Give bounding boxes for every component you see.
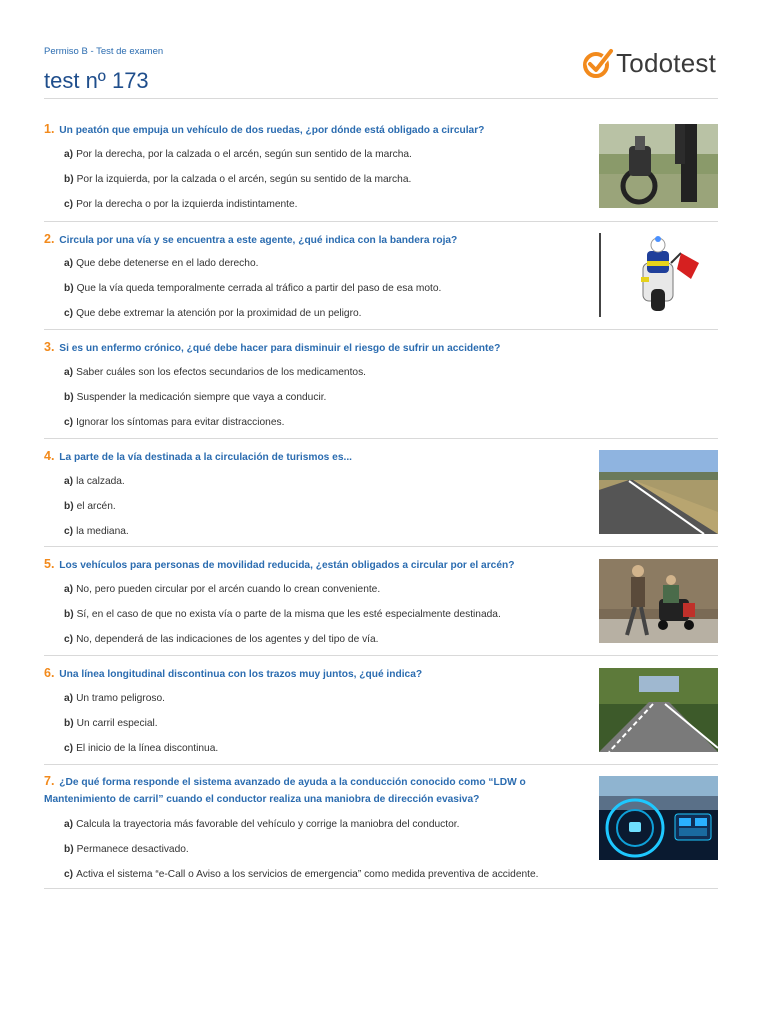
question-number: 3. — [44, 340, 55, 354]
checkmark-circle-icon — [582, 47, 614, 79]
answer-option-b[interactable]: b) el arcén. — [64, 501, 116, 512]
answer-option-a[interactable]: a) Que debe detenerse en el lado derecho. — [64, 258, 259, 269]
question-number: 6. — [44, 666, 55, 680]
answer-option-c[interactable]: c) Por la derecha o por la izquierda indistintamente. — [64, 199, 298, 210]
question-number: 7. — [44, 774, 55, 788]
question-text — [44, 556, 584, 574]
question-number: 1. — [44, 122, 55, 136]
traffic-agent-image — [599, 233, 718, 317]
answer-option-c[interactable]: c) Que debe extremar la atención por la proximidad de un peligro. — [64, 308, 362, 319]
answer-option-a[interactable]: a) Saber cuáles son los efectos secundarios de los medicamentos. — [64, 367, 366, 378]
answer-option-c[interactable]: c) El inicio de la línea discontinua. — [64, 743, 219, 754]
brand-name: Todotest — [616, 47, 716, 78]
answer-option-a[interactable]: a) Calcula la trayectoria más favorable del vehículo y corrige la maniobra del conductor. — [64, 819, 460, 830]
question-label: Un peatón que empuja un vehículo de dos ruedas, ¿por dónde está obligado a circular? — [59, 125, 485, 136]
question-text — [44, 448, 584, 466]
question-text — [44, 665, 584, 683]
answer-option-a[interactable]: a) No, pero pueden circular por el arcén cuando lo crean conveniente. — [64, 584, 381, 595]
question-7 — [44, 773, 718, 889]
brand-logo[interactable] — [582, 46, 716, 80]
question-2 — [44, 231, 718, 330]
answer-option-a[interactable]: a) la calzada. — [64, 476, 125, 487]
dashed-line-road-image — [599, 668, 718, 752]
question-label: ¿De qué forma responde el sistema avanzado de ayuda a la conducción conocido como “LDW o Mantenimiento de carril” cuando el conductor realiza una maniobra de dirección evasiva? — [44, 777, 526, 805]
answer-option-b[interactable]: b) Permanece desactivado. — [64, 844, 189, 855]
question-1 — [44, 121, 718, 222]
question-label: Si es un enfermo crónico, ¿qué debe hacer para disminuir el riesgo de sufrir un accidente? — [59, 343, 501, 354]
answer-option-b[interactable]: b) Suspender la medicación siempre que vaya a conducir. — [64, 392, 327, 403]
question-label: Los vehículos para personas de movilidad reducida, ¿están obligados a circular por el arcén? — [59, 560, 515, 571]
answer-option-c[interactable]: c) Ignorar los síntomas para evitar distracciones. — [64, 417, 285, 428]
answer-option-c[interactable]: c) No, dependerá de las indicaciones de los agentes y del tipo de vía. — [64, 634, 379, 645]
answer-option-b[interactable]: b) Sí, en el caso de que no exista vía o parte de la misma que les esté especialmente destinada. — [64, 609, 501, 620]
question-number: 4. — [44, 449, 55, 463]
question-text — [44, 231, 584, 249]
question-label: Una línea longitudinal discontinua con los trazos muy juntos, ¿qué indica? — [59, 669, 423, 680]
answer-option-b[interactable]: b) Por la izquierda, por la calzada o el arcén, según su sentido de la marcha. — [64, 174, 412, 185]
answer-option-a[interactable]: a) Un tramo peligroso. — [64, 693, 165, 704]
road-image — [599, 450, 718, 534]
page-title: test nº 173 — [44, 68, 149, 93]
pedestrian-motorcycle-image — [599, 124, 718, 208]
question-5 — [44, 556, 718, 656]
question-label: La parte de la vía destinada a la circulación de turismos es... — [59, 452, 353, 463]
test-category: Permiso B - Test de examen — [44, 46, 164, 57]
car-dashboard-image — [599, 776, 718, 860]
question-text — [44, 339, 584, 357]
question-4 — [44, 448, 718, 547]
question-text — [44, 773, 584, 808]
answer-option-c[interactable]: c) la mediana. — [64, 526, 129, 537]
answer-option-b[interactable]: b) Que la vía queda temporalmente cerrada al tráfico a partir del paso de esa moto. — [64, 283, 442, 294]
page-header — [44, 40, 718, 99]
question-3 — [44, 339, 718, 439]
mobility-scooter-image — [599, 559, 718, 643]
question-label: Circula por una vía y se encuentra a este agente, ¿qué indica con la bandera roja? — [59, 235, 458, 246]
question-text — [44, 121, 584, 139]
question-number: 2. — [44, 232, 55, 246]
question-6 — [44, 665, 718, 765]
answer-option-a[interactable]: a) Por la derecha, por la calzada o el arcén, según sun sentido de la marcha. — [64, 149, 412, 160]
answer-option-b[interactable]: b) Un carril especial. — [64, 718, 158, 729]
question-number: 5. — [44, 557, 55, 571]
answer-option-c[interactable]: c) Activa el sistema “e-Call o Aviso a los servicios de emergencia” como medida preventiva de accidente. — [64, 869, 539, 880]
